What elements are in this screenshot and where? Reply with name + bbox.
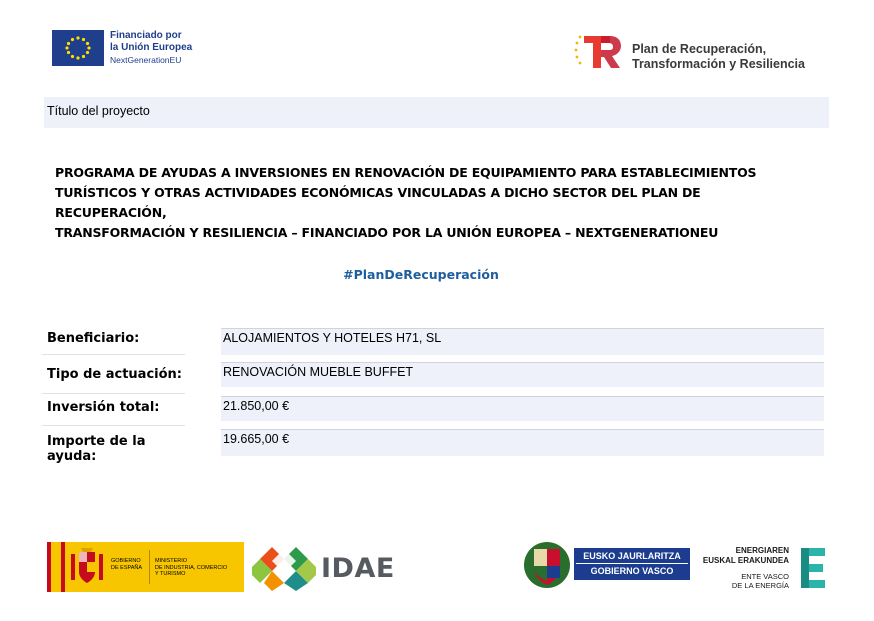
eu-logo-line2: la Unión Europea (110, 42, 193, 53)
importe-ayuda-value-box (221, 429, 824, 456)
spain-flag-icon (47, 542, 65, 592)
gobierno-divider (149, 550, 150, 584)
gobierno-espana-logo (47, 542, 244, 592)
inversion-total-label: Inversión total: (47, 400, 160, 415)
basque-coat-of-arms-icon (522, 541, 572, 589)
importe-ayuda-label: Importe de la ayuda: (47, 434, 146, 464)
row-separator (42, 425, 185, 426)
eve-line4: DE LA ENERGÍA (731, 581, 789, 590)
spain-coat-of-arms-icon (69, 548, 105, 586)
ministerio-line3: Y TURISMO (155, 571, 186, 577)
idae-logo-text: IDAE (321, 553, 395, 584)
ente-vasco-energia-logo (697, 544, 829, 592)
eve-line3: ENTE VASCO (741, 572, 789, 581)
gobierno-line1: GOBIERNO (111, 558, 141, 564)
eu-flag-icon (52, 30, 104, 66)
eu-logo-line1: Financiado por (110, 30, 182, 41)
gobierno-line2: DE ESPAÑA (111, 564, 143, 571)
eu-logo-line3: NextGenerationEU (110, 55, 182, 65)
importe-ayuda-value: 19.665,00 € (223, 432, 290, 446)
beneficiario-value: ALOJAMIENTOS Y HOTELES H71, SL (223, 331, 442, 345)
inversion-total-value-box (221, 396, 824, 421)
eu-funding-logo (52, 30, 212, 70)
row-separator (42, 354, 185, 355)
prtr-mark-icon (574, 32, 624, 72)
project-title-label: Título del proyecto (47, 104, 150, 118)
idae-logo (252, 545, 395, 591)
eve-line2: EUSKAL ERAKUNDEA (702, 556, 789, 565)
tipo-actuacion-value: RENOVACIÓN MUEBLE BUFFET (223, 365, 414, 379)
ministerio-line1: MINISTERIO (155, 558, 188, 564)
gobierno-vasco-text: GOBIERNO VASCO (590, 566, 674, 576)
eve-mark-icon (797, 546, 827, 590)
idae-mark-icon (252, 545, 316, 591)
programa-line-2: TURÍSTICOS Y OTRAS ACTIVIDADES ECONÓMICAS VINCULADAS A DICHO SECTOR DEL PLAN DE RECUPERACIÓN, (55, 185, 701, 220)
eve-line1: ENERGIAREN (735, 546, 789, 555)
eusko-jaurlaritza-text: EUSKO JAURLARITZA (576, 551, 688, 564)
title-band (44, 97, 829, 128)
programa-title (55, 163, 815, 243)
programa-line-1: PROGRAMA DE AYUDAS A INVERSIONES EN RENOVACIÓN DE EQUIPAMIENTO PARA ESTABLECIMIENTOS (55, 165, 757, 180)
beneficiario-label: Beneficiario: (47, 331, 140, 346)
inversion-total-value: 21.850,00 € (223, 399, 290, 413)
row-separator (42, 393, 185, 394)
prtr-logo-line2: Transformación y Resiliencia (632, 57, 805, 71)
tipo-actuacion-label: Tipo de actuación: (47, 367, 183, 382)
prtr-logo-line1: Plan de Recuperación, (632, 42, 767, 56)
eusko-jaurlaritza-logo (522, 541, 690, 589)
ministerio-line2: DE INDUSTRIA, COMERCIO (155, 564, 228, 571)
prtr-logo (574, 32, 834, 72)
programa-line-3: TRANSFORMACIÓN Y RESILIENCIA – FINANCIADO POR LA UNIÓN EUROPEA – NEXTGENERATIONEU (55, 225, 719, 240)
eusko-jaurlaritza-box (574, 548, 690, 580)
hashtag: #PlanDeRecuperación (343, 267, 499, 282)
